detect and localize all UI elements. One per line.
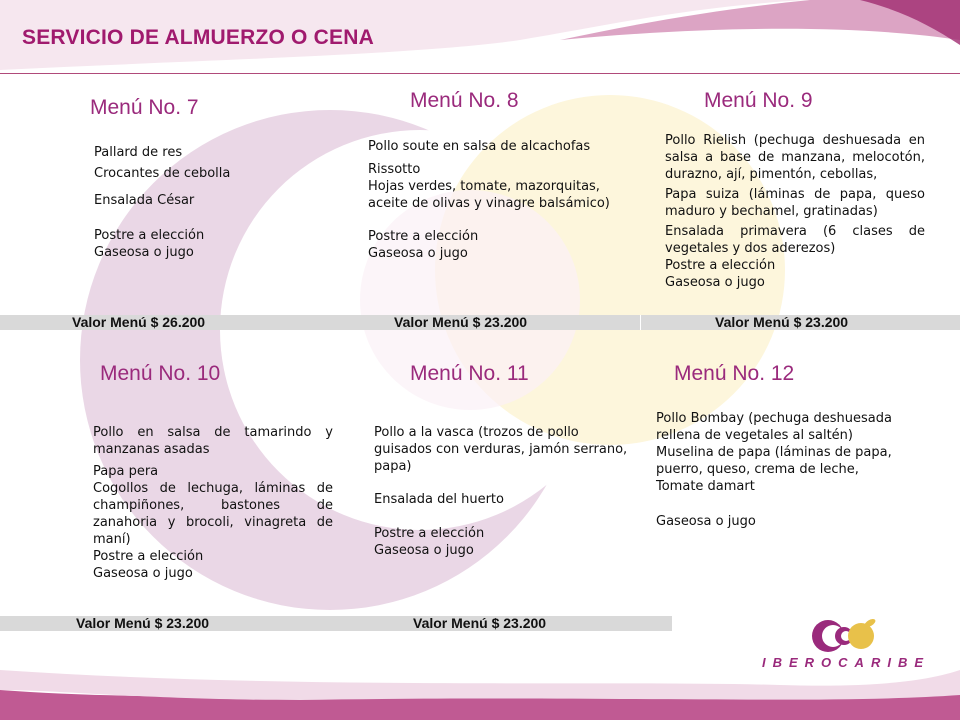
list-item: Gaseosa o jugo: [368, 246, 468, 261]
menu-7-title: Menú No. 7: [90, 96, 199, 119]
menu-11-price: Valor Menú $ 23.200: [413, 615, 547, 631]
menu-8-title: Menú No. 8: [410, 89, 519, 112]
menu-12-items: [656, 410, 908, 530]
list-item: Postre a elección: [93, 549, 204, 564]
list-item: Gaseosa o jugo: [374, 543, 474, 558]
menu-10-title: Menú No. 10: [100, 362, 221, 385]
list-item: Muselina de papa (láminas de papa, puerro, queso, crema de leche,: [656, 445, 892, 477]
list-item: Gaseosa o jugo: [656, 514, 756, 529]
list-item: Ensalada primavera (6 clases de vegetales y dos aderezos): [665, 224, 925, 256]
list-item: Pollo a la vasca (trozos de pollo guisados con verduras, jamón serrano, papa): [374, 425, 628, 474]
menu-7-price: Valor Menú $ 26.200: [72, 314, 206, 330]
menu-11-items: [374, 424, 636, 559]
menu-7-items: [94, 144, 344, 261]
menu-9-title: Menú No. 9: [704, 89, 813, 112]
list-item: Ensalada César: [94, 193, 195, 208]
list-item: Gaseosa o jugo: [665, 275, 765, 290]
page-title: SERVICIO DE ALMUERZO O CENA: [22, 26, 374, 49]
list-item: Papa suiza (láminas de papa, queso maduro y bechamel, gratinadas): [665, 187, 925, 219]
menu-11-title: Menú No. 11: [410, 362, 529, 385]
menu-9-price: Valor Menú $ 23.200: [715, 314, 849, 330]
menu-10-price: Valor Menú $ 23.200: [76, 615, 210, 631]
list-item: Gaseosa o jugo: [94, 245, 194, 260]
list-item: Rissotto: [368, 162, 421, 177]
list-item: Pallard de res: [94, 145, 183, 160]
list-item: Hojas verdes, tomate, mazorquitas, aceite de olivas y vinagre balsámico): [368, 179, 610, 211]
menu-8-items: [368, 138, 638, 262]
list-item: Postre a elección: [665, 258, 776, 273]
list-item: Papa pera: [93, 464, 159, 479]
menu-8-price: Valor Menú $ 23.200: [394, 314, 528, 330]
list-item: Tomate damart: [656, 479, 755, 494]
list-item: Postre a elección: [374, 526, 485, 541]
list-item: Postre a elección: [368, 229, 479, 244]
menu-9-items: [665, 132, 925, 291]
list-item: Pollo Bombay (pechuga deshuesada rellena de vegetales al saltén): [656, 411, 892, 443]
list-item: Pollo soute en salsa de alcachofas: [368, 139, 591, 154]
title-rule: [0, 73, 960, 74]
list-item: Gaseosa o jugo: [93, 566, 193, 581]
brand-name: IBEROCARIBE: [762, 655, 931, 670]
menu-10-items: [93, 424, 333, 582]
list-item: Postre a elección: [94, 228, 205, 243]
list-item: Crocantes de cebolla: [94, 166, 231, 181]
list-item: Pollo Rielish (pechuga deshuesada en salsa a base de manzana, melocotón, durazno, ají, pimentón, cebollas,: [665, 133, 925, 182]
menu-12-title: Menú No. 12: [674, 362, 795, 385]
list-item: Ensalada del huerto: [374, 492, 504, 507]
list-item: Cogollos de lechuga, láminas de champiñones, bastones de zanahoria y brocoli, vinagreta de maní): [93, 481, 333, 547]
list-item: Pollo en salsa de tamarindo y manzanas asadas: [93, 425, 333, 457]
